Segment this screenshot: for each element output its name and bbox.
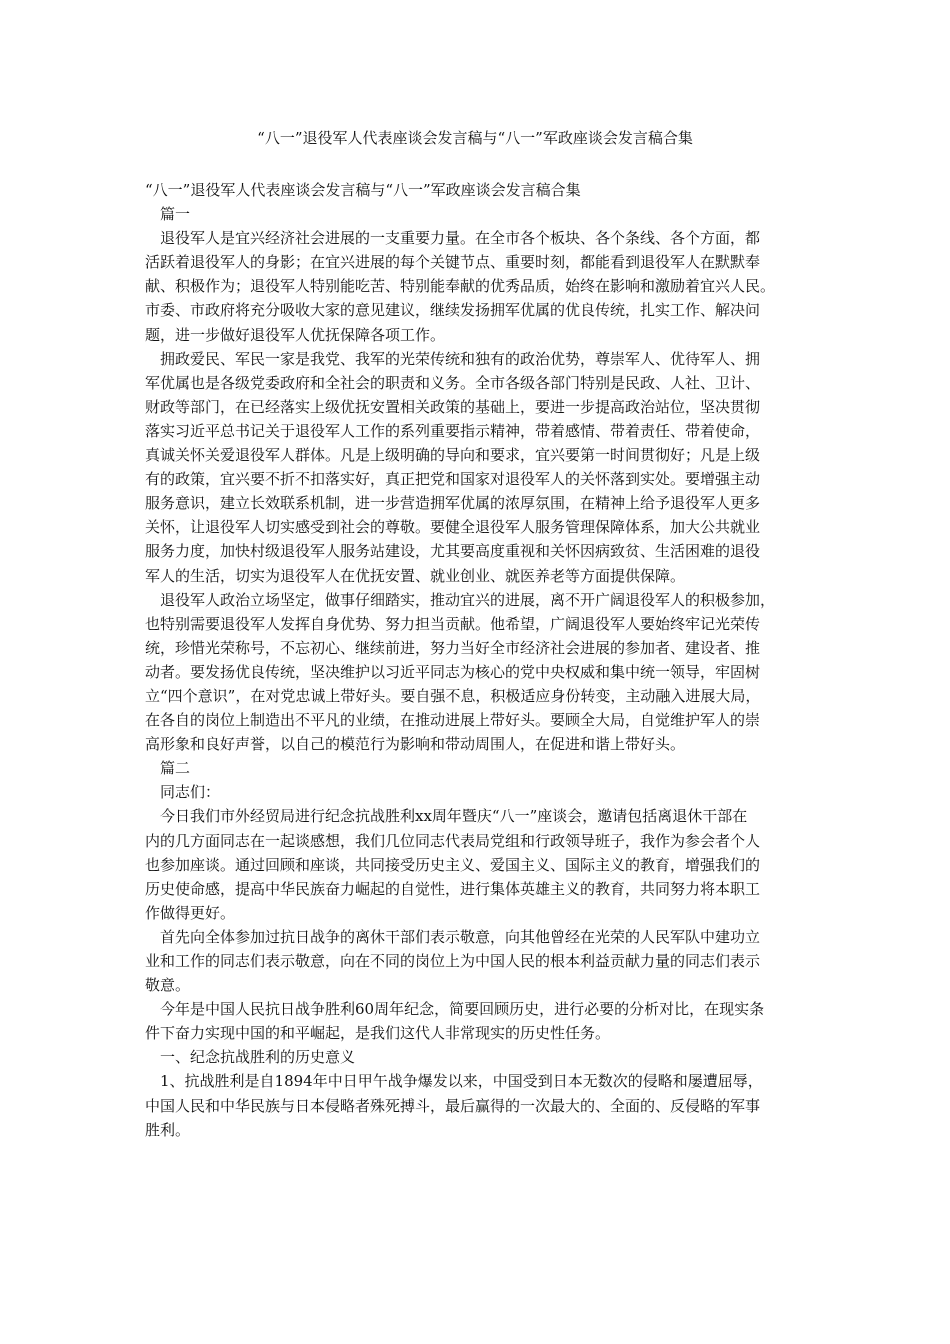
body-line: 也特别需要退役军人发挥自身优势、努力担当贡献。他希望，广阔退役军人要始终牢记光荣传 [145,614,761,633]
body-line: 财政等部门，在已经落实上级优抚安置相关政策的基础上，要进一步提高政治站位，坚决贯彻 [145,397,761,416]
body-line: 作做得更好。 [145,903,236,922]
body-line: 同志们： [160,783,221,802]
body-line: 活跃着退役军人的身影；在宜兴进展的每个关键节点、重要时刻，都能看到退役军人在默默奉 [145,253,761,272]
body-line: 落实习近平总书记关于退役军人工作的系列重要指示精神，带着感情、带着责任、带着使命， [145,421,761,440]
body-line: 关怀，让退役军人切实感受到社会的尊敬。要健全退役军人服务管理保障体系，加大公共就业 [145,518,761,537]
body-line: 一、纪念抗战胜利的历史意义 [160,1048,356,1067]
body-line: 军人的生活，切实为退役军人在优抚安置、就业创业、就医养老等方面提供保障。 [145,566,686,585]
body-line: 胜利。 [145,1120,191,1139]
body-line: 敬意。 [145,976,191,995]
body-line: 首先向全体参加过抗日战争的离休干部们表示敬意，向其他曾经在光荣的人民军队中建功立 [160,927,761,946]
body-line: 拥政爱民、军民一家是我党、我军的光荣传统和独有的政治优势，尊崇军人、优待军人、拥 [160,349,761,368]
body-line: 真诚关怀关爱退役军人群体。凡是上级明确的导向和要求，宜兴要第一时间贯彻好；凡是上级 [145,446,761,465]
body-line: 动者。要发扬优良传统，坚决维护以习近平同志为核心的党中央权威和集中统一领导，牢固树 [145,662,761,681]
body-line: 历史使命感，提高中华民族奋力崛起的自觉性，进行集体英雄主义的教育，共同努力将本职工 [145,879,761,898]
body-line: 立“四个意识”，在对党忠诚上带好头。要自强不息，积极适应身份转变，主动融入进展大局， [145,686,761,705]
body-line: 内的几方面同志在一起谈感想，我们几位同志代表局党组和行政领导班子，我作为参会者个人 [145,831,761,850]
body-line: 献、积极作为；退役军人特别能吃苦、特别能奉献的优秀品质，始终在影响和激励着宜兴人民。 [145,277,776,296]
body-line: 军优属也是各级党委政府和全社会的职责和义务。全市各级各部门特别是民政、人社、卫计、 [145,373,761,392]
document-title: “八一”退役军人代表座谈会发言稿与“八一”军政座谈会发言稿合集 [257,129,693,147]
body-line: 篇一 [160,205,191,224]
body-line: 篇二 [160,759,191,778]
body-line: 今年是中国人民抗日战争胜利60周年纪念，简要回顾历史，进行必要的分析对比，在现实条 [160,1000,765,1019]
body-line: 在各自的岗位上制造出不平凡的业绩，在推动进展上带好头。要顾全大局，自觉维护军人的崇 [145,711,761,730]
body-line: 也参加座谈。通过回顾和座谈，共同接受历史主义、爱国主义、国际主义的教育，增强我们的 [145,855,761,874]
body-line: 有的政策，宜兴要不折不扣落实好，真正把党和国家对退役军人的关怀落到实处。要增强主动 [145,470,761,489]
body-line: 统，珍惜光荣称号，不忘初心、继续前进，努力当好全市经济社会进展的参加者、建设者、推 [145,638,761,657]
body-line: 服务力度，加快村级退役军人服务站建设，尤其要高度重视和关怀因病致贫、生活困难的退役 [145,542,761,561]
body-line: 题，进一步做好退役军人优抚保障各项工作。 [145,325,446,344]
body-line: 今日我们市外经贸局进行纪念抗战胜利xx周年暨庆“八一”座谈会，邀请包括离退休干部在 [160,807,748,826]
body-line: 退役军人政治立场坚定，做事仔细踏实，推动宜兴的进展，离不开广阔退役军人的积极参加， [160,590,776,609]
body-line: “八一”退役军人代表座谈会发言稿与“八一”军政座谈会发言稿合集 [145,181,581,199]
body-line: 高形象和良好声誉，以自己的模范行为影响和带动周围人，在促进和谐上带好头。 [145,735,686,754]
body-line: 业和工作的同志们表示敬意，向在不同的岗位上为中国人民的根本利益贡献力量的同志们表示 [145,952,761,970]
body-line: 1、抗战胜利是自1894年中日甲午战争爆发以来，中国受到日本无数次的侵略和屡遭屈辱， [160,1072,763,1091]
body-line: 市委、市政府将充分吸收大家的意见建议，继续发扬拥军优属的优良传统，扎实工作、解决问 [145,301,761,320]
body-line: 退役军人是宜兴经济社会进展的一支重要力量。在全市各个板块、各个条线、各个方面，都 [160,229,761,248]
body-line: 服务意识，建立长效联系机制，进一步营造拥军优属的浓厚氛围，在精神上给予退役军人更多 [145,494,761,513]
body-line: 件下奋力实现中国的和平崛起，是我们这代人非常现实的历史性任务。 [145,1024,611,1043]
body-line: 中国人民和中华民族与日本侵略者殊死搏斗，最后赢得的一次最大的、全面的、反侵略的军事 [145,1096,761,1115]
document-body [145,178,807,1142]
